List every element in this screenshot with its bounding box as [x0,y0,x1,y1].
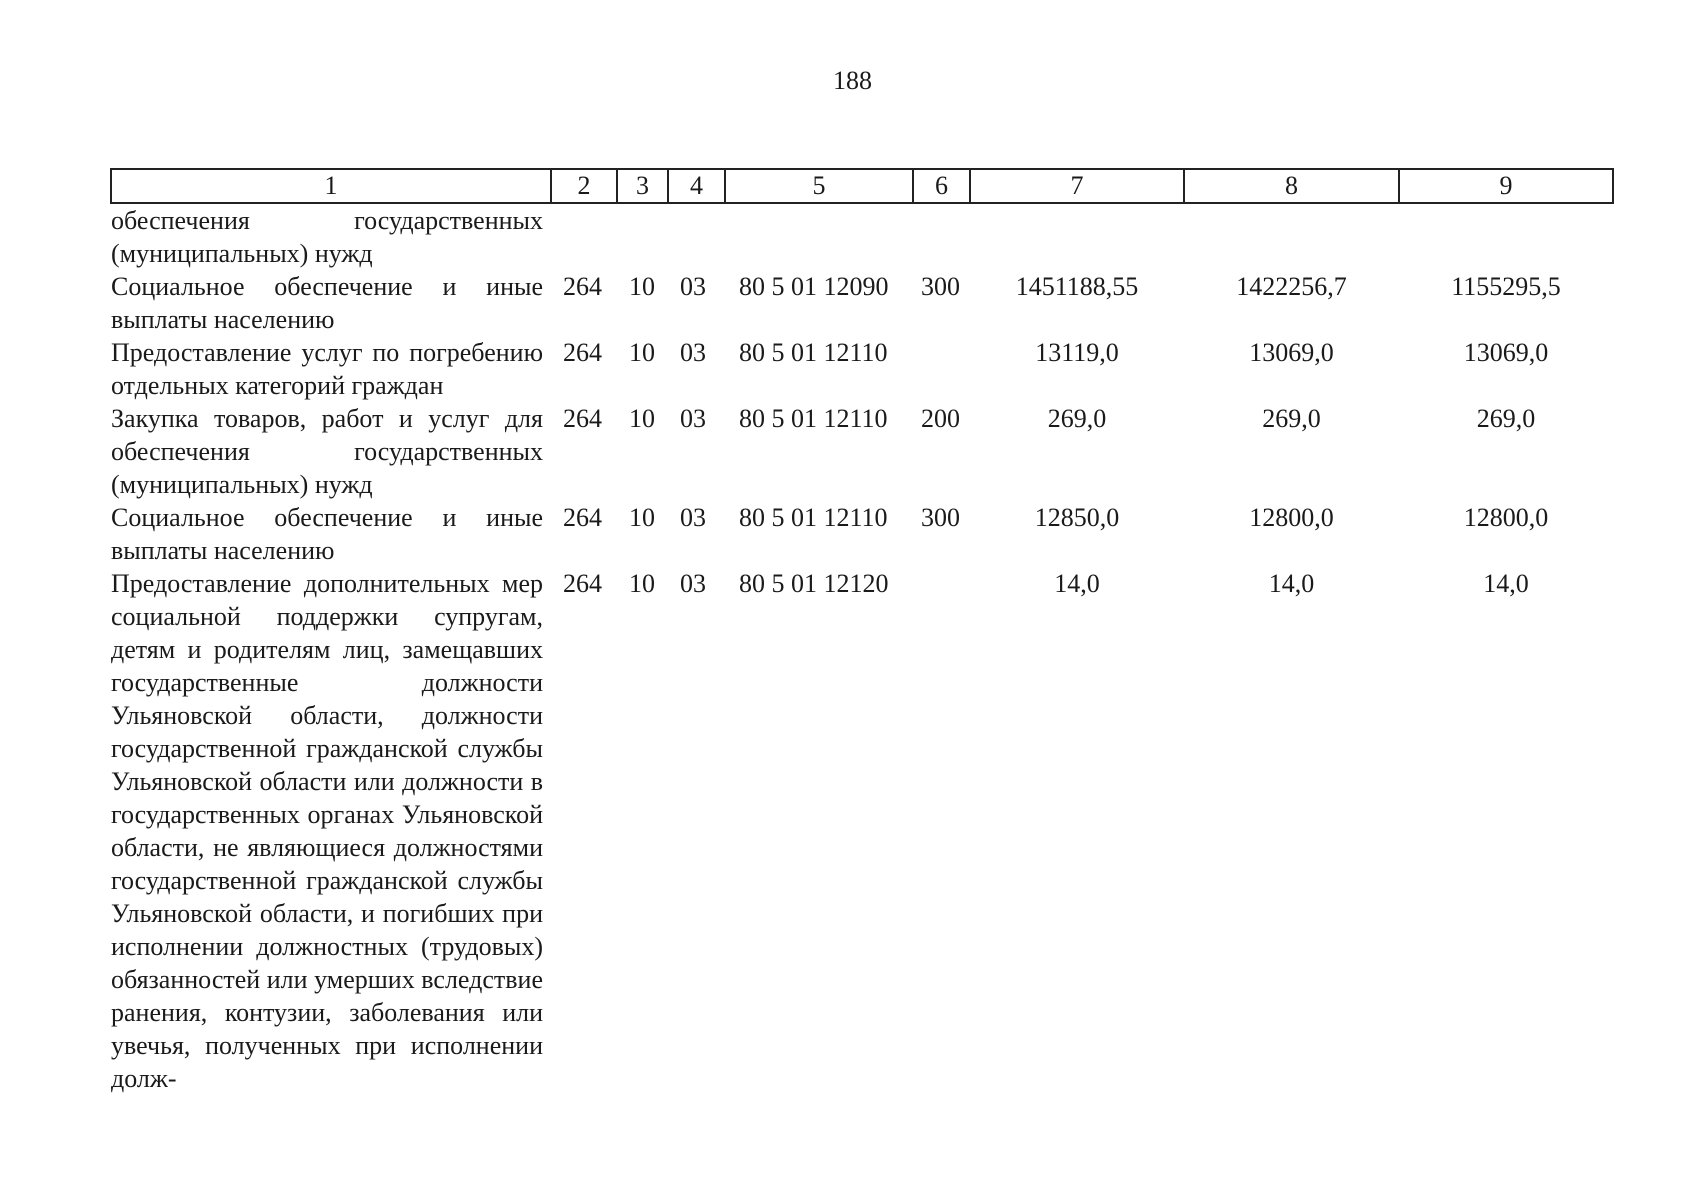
cell-subsection: 03 [680,404,706,433]
cell-target-code: 80 5 01 12090 [739,272,889,301]
row-name: Закупка товаров, работ и услуг для обеспечения государственных (муниципальных) нужд [111,404,543,499]
column-header: 7 [970,169,1184,203]
table-row [111,270,1613,336]
cell-amount-7: 12850,0 [1034,503,1120,532]
table-row [111,402,1613,501]
column-header: 5 [725,169,913,203]
cell-amount-8: 13069,0 [1249,338,1334,367]
cell-amount-7: 14,0 [1054,569,1100,598]
table-row [111,203,1613,270]
cell-ministry: 264 [563,503,602,532]
cell-expense-type [913,203,970,270]
cell-amount-9: 13069,0 [1463,338,1549,367]
budget-table [110,168,1614,1095]
column-header: 6 [913,169,970,203]
cell-expense-type: 300 [921,503,960,532]
column-header: 2 [551,169,617,203]
cell-expense-type [913,336,970,402]
cell-ministry: 264 [563,404,602,433]
cell-amount-7: 269,0 [1047,404,1107,433]
cell-amount-9: 269,0 [1476,404,1536,433]
cell-amount-7: 13119,0 [1035,338,1119,367]
row-name: Социальное обеспечение и иные выплаты населению [111,503,543,565]
column-header: 1 [111,169,551,203]
column-header: 8 [1184,169,1399,203]
cell-section: 10 [629,272,655,301]
cell-amount-8: 1422256,7 [1236,272,1347,301]
cell-subsection: 03 [680,569,706,598]
cell-expense-type [913,567,970,1095]
cell-section: 10 [629,503,655,532]
table-row [111,501,1613,567]
cell-section [617,203,668,270]
cell-ministry: 264 [563,569,602,598]
cell-target-code: 80 5 01 12110 [739,404,888,433]
table-row [111,336,1613,402]
cell-amount-9: 12800,0 [1463,503,1549,532]
cell-target-code [725,203,913,270]
cell-amount-8 [1184,203,1399,270]
cell-subsection [668,203,725,270]
cell-amount-8: 12800,0 [1249,503,1334,532]
cell-target-code: 80 5 01 12110 [739,338,888,367]
cell-amount-8: 269,0 [1262,404,1321,433]
cell-amount-9 [1399,203,1613,270]
row-name: Социальное обеспечение и иные выплаты населению [111,272,543,334]
column-header: 3 [617,169,668,203]
cell-amount-9: 1155295,5 [1451,272,1561,301]
row-name: Предоставление услуг по погребению отдельных категорий граждан [111,338,543,400]
cell-target-code: 80 5 01 12120 [739,569,889,598]
cell-subsection: 03 [680,272,706,301]
table-header-row [111,169,1613,203]
cell-subsection: 03 [680,503,706,532]
cell-expense-type: 300 [921,272,960,301]
cell-ministry [551,203,617,270]
cell-amount-7: 1451188,55 [1015,272,1139,301]
cell-section: 10 [629,338,655,367]
cell-section: 10 [629,404,655,433]
cell-section: 10 [629,569,655,598]
cell-expense-type: 200 [921,404,960,433]
cell-amount-9: 14,0 [1483,569,1529,598]
row-name: Предоставление дополнительных мер социальной поддержки супругам, детям и родителям лиц, замещавших государственные должности Ульяновской области, должности государственной гражданской службы Ульяновской области или должности в государственных органах Ульяновской области, не являющиеся должностями государственной гражданской службы Ульяновской области, и погибших при исполнении должностных (трудовых) обязанностей или умерших вследствие ранения, контузии, заболевания или увечья, полученных при исполнении долж- [111,569,543,1093]
cell-ministry: 264 [563,272,602,301]
column-header: 9 [1399,169,1613,203]
cell-amount-8: 14,0 [1268,569,1315,598]
table-row [111,567,1613,1095]
cell-amount-7 [970,203,1184,270]
row-name: обеспечения государственных (муниципальных) нужд [111,206,543,268]
cell-ministry: 264 [563,338,602,367]
page-number: 188 [833,66,872,95]
cell-target-code: 80 5 01 12110 [739,503,888,532]
column-header: 4 [668,169,725,203]
cell-subsection: 03 [680,338,706,367]
